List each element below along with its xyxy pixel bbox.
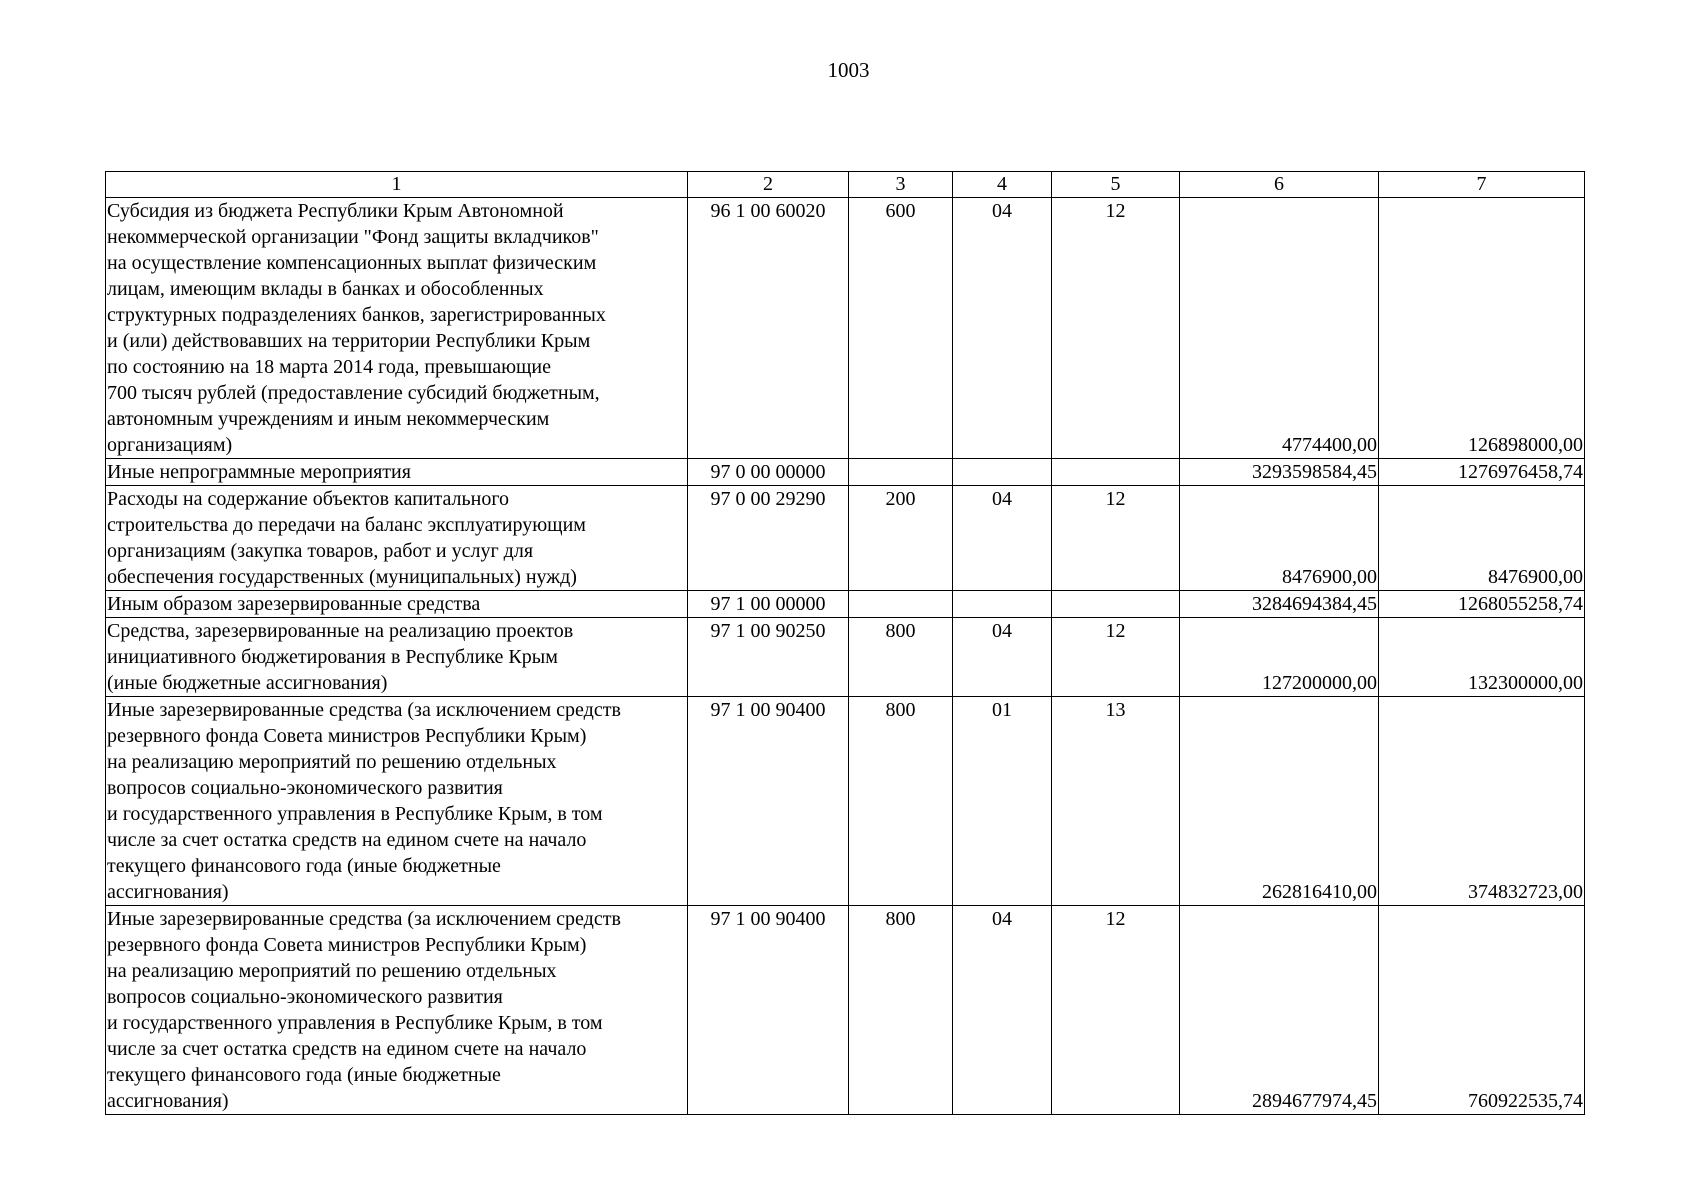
expense-type-cell	[849, 459, 953, 486]
amount-year2-cell: 8476900,00	[1379, 486, 1585, 591]
expense-type-cell: 800	[849, 618, 953, 697]
header-row	[106, 172, 1585, 198]
row-name-line: ассигнования)	[107, 881, 229, 903]
row-name-line: на реализацию мероприятий по решению отдельных	[107, 751, 557, 773]
table-row	[106, 459, 1585, 486]
row-name-line: на осуществление компенсационных выплат физическим	[107, 252, 597, 274]
subsection-cell: 12	[1052, 486, 1180, 591]
amount-year1-cell: 3284694384,45	[1180, 591, 1379, 618]
row-name-line: Иным образом зарезервированные средства	[107, 593, 481, 615]
row-name-line: на реализацию мероприятий по решению отдельных	[107, 960, 557, 982]
row-name-line: Расходы на содержание объектов капитального	[107, 488, 510, 510]
column-header: 5	[1052, 172, 1180, 198]
row-name-cell	[106, 486, 688, 591]
column-header: 2	[688, 172, 849, 198]
column-header: 6	[1180, 172, 1379, 198]
row-name-cell	[106, 697, 688, 906]
row-name-line: Иные зарезервированные средства (за исключением средств	[107, 699, 621, 721]
row-name-line: инициативного бюджетирования в Республике Крым	[107, 646, 558, 668]
row-name-line: (иные бюджетные ассигнования)	[107, 672, 388, 694]
section-cell	[953, 459, 1052, 486]
target-article-code-cell: 97 1 00 90400	[688, 906, 849, 1115]
amount-year1-cell: 8476900,00	[1180, 486, 1379, 591]
amount-year1-cell: 127200000,00	[1180, 618, 1379, 697]
column-header: 1	[106, 172, 688, 198]
row-name-line: вопросов социально-экономического развития	[107, 986, 503, 1008]
table-row	[106, 591, 1585, 618]
amount-year1-cell: 4774400,00	[1180, 198, 1379, 459]
table-row	[106, 906, 1585, 1115]
subsection-cell	[1052, 591, 1180, 618]
section-cell: 04	[953, 618, 1052, 697]
row-name-line: и (или) действовавших на территории Республики Крым	[107, 330, 591, 352]
target-article-code-cell: 97 1 00 90400	[688, 697, 849, 906]
subsection-cell: 12	[1052, 906, 1180, 1115]
subsection-cell: 12	[1052, 198, 1180, 459]
row-name-cell	[106, 906, 688, 1115]
row-name-line: Субсидия из бюджета Республики Крым Автономной	[107, 200, 564, 222]
row-name-cell	[106, 591, 688, 618]
amount-year1-cell: 3293598584,45	[1180, 459, 1379, 486]
row-name-line: по состоянию на 18 марта 2014 года, превышающие	[107, 356, 552, 378]
row-name-cell	[106, 459, 688, 486]
target-article-code-cell: 97 1 00 90250	[688, 618, 849, 697]
row-name-line: организациям)	[107, 434, 233, 456]
target-article-code-cell: 97 0 00 29290	[688, 486, 849, 591]
row-name-cell	[106, 618, 688, 697]
section-cell	[953, 591, 1052, 618]
row-name-line: Средства, зарезервированные на реализацию проектов	[107, 620, 574, 642]
row-name-line: организациям (закупка товаров, работ и услуг для	[107, 540, 534, 562]
column-header: 4	[953, 172, 1052, 198]
row-name-line: автономным учреждениям и иным некоммерческим	[107, 408, 550, 430]
section-cell: 01	[953, 697, 1052, 906]
row-name-line: структурных подразделениях банков, зарегистрированных	[107, 304, 606, 326]
row-name-line: резервного фонда Совета министров Республики Крым)	[107, 934, 587, 956]
subsection-cell: 13	[1052, 697, 1180, 906]
amount-year2-cell: 374832723,00	[1379, 697, 1585, 906]
table-row	[106, 618, 1585, 697]
expense-type-cell: 600	[849, 198, 953, 459]
target-article-code-cell: 97 1 00 00000	[688, 591, 849, 618]
amount-year1-cell: 262816410,00	[1180, 697, 1379, 906]
section-cell: 04	[953, 486, 1052, 591]
row-name-line: строительства до передачи на баланс эксплуатирующим	[107, 514, 586, 536]
row-name-line: числе за счет остатка средств на едином счете на начало	[107, 1038, 587, 1060]
row-name-line: некоммерческой организации "Фонд защиты вкладчиков"	[107, 226, 599, 248]
amount-year2-cell: 132300000,00	[1379, 618, 1585, 697]
row-name-line: и государственного управления в Республике Крым, в том	[107, 1012, 603, 1034]
table-row	[106, 697, 1585, 906]
table-row	[106, 198, 1585, 459]
amount-year2-cell: 1276976458,74	[1379, 459, 1585, 486]
amount-year2-cell: 760922535,74	[1379, 906, 1585, 1115]
row-name-line: лицам, имеющим вклады в банках и обособленных	[107, 278, 544, 300]
target-article-code-cell: 96 1 00 60020	[688, 198, 849, 459]
amount-year2-cell: 1268055258,74	[1379, 591, 1585, 618]
table-row	[106, 486, 1585, 591]
expense-type-cell: 800	[849, 697, 953, 906]
page-number: 1003	[827, 58, 870, 82]
subsection-cell: 12	[1052, 618, 1180, 697]
row-name-line: Иные зарезервированные средства (за исключением средств	[107, 908, 621, 930]
budget-table	[105, 171, 1585, 1115]
amount-year2-cell: 126898000,00	[1379, 198, 1585, 459]
row-name-line: резервного фонда Совета министров Республики Крым)	[107, 725, 587, 747]
subsection-cell	[1052, 459, 1180, 486]
row-name-line: текущего финансового года (иные бюджетные	[107, 855, 501, 877]
row-name-line: вопросов социально-экономического развития	[107, 777, 503, 799]
row-name-line: обеспечения государственных (муниципальных) нужд)	[107, 566, 577, 588]
amount-year1-cell: 2894677974,45	[1180, 906, 1379, 1115]
column-header: 7	[1379, 172, 1585, 198]
section-cell: 04	[953, 906, 1052, 1115]
row-name-line: и государственного управления в Республике Крым, в том	[107, 803, 603, 825]
target-article-code-cell: 97 0 00 00000	[688, 459, 849, 486]
expense-type-cell	[849, 591, 953, 618]
row-name-line: текущего финансового года (иные бюджетные	[107, 1064, 501, 1086]
row-name-line: Иные непрограммные мероприятия	[107, 461, 411, 483]
row-name-line: ассигнования)	[107, 1090, 229, 1112]
expense-type-cell: 200	[849, 486, 953, 591]
expense-type-cell: 800	[849, 906, 953, 1115]
row-name-line: числе за счет остатка средств на едином счете на начало	[107, 829, 587, 851]
section-cell: 04	[953, 198, 1052, 459]
column-header: 3	[849, 172, 953, 198]
row-name-cell	[106, 198, 688, 459]
row-name-line: 700 тысяч рублей (предоставление субсидий бюджетным,	[107, 382, 600, 404]
